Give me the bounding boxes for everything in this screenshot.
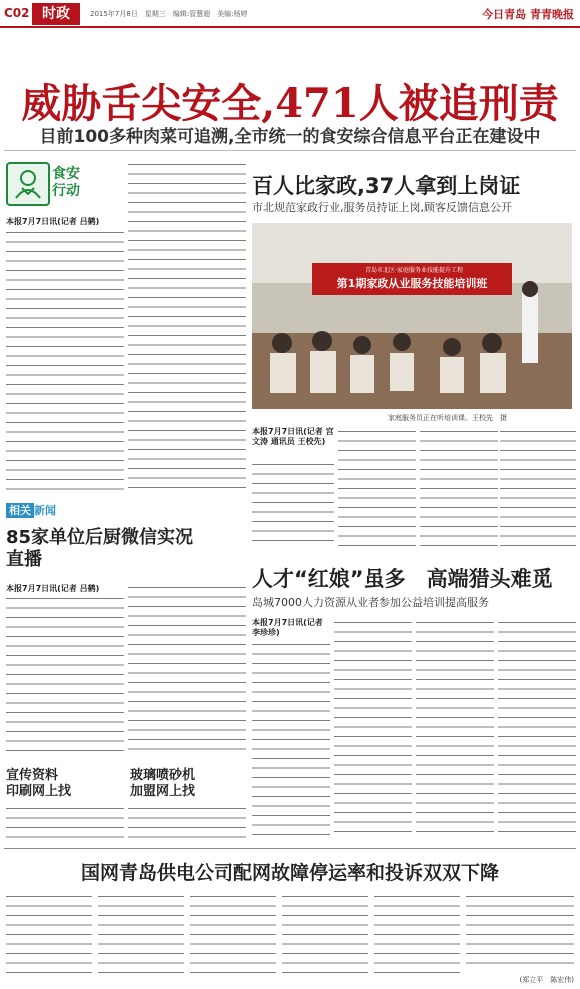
page-header [0, 0, 580, 30]
talent-dateline: 本报7月7日讯(记者 李珍珍) [252, 618, 323, 637]
banner-text: 第1期家政从业服务技能培训班 [336, 277, 488, 290]
page-number: C02 [4, 6, 30, 20]
lead-dateline: 本报7月7日讯(记者 吕鹤) [6, 217, 100, 226]
divider [4, 150, 576, 151]
lead-body-col1 [6, 228, 124, 490]
related-body-col1 [6, 594, 124, 758]
related-tag-b: 新闻 [34, 504, 56, 517]
banner-small-text: 青岛市北区·家庭服务业技能提升工程 [365, 267, 463, 274]
training-photo [252, 223, 572, 409]
talent-headline: 人才“红娘”虽多 高端猎头难觅 [252, 567, 553, 591]
related-tag-a: 相关 [6, 503, 34, 518]
bottom-author: (郑立平 陈宏伟) [519, 976, 574, 984]
lead-body-col2 [128, 160, 246, 490]
talent-body-col1 [252, 640, 330, 840]
talent-subhead: 岛城7000人力资源从业者参加公益培训提高服务 [252, 596, 489, 609]
brief-headline-1: 宣传资料 印刷网上找 [6, 768, 72, 799]
bottom-body-col6 [466, 892, 574, 972]
issue-meta: 2015年7月8日 星期三 编辑:管慧超 美编:杨婷 [90, 10, 248, 18]
food-safety-icon [6, 162, 50, 206]
lead-headline: 威胁舌尖安全,471人被追刑责 [21, 80, 559, 127]
food-safety-label: 食安 行动 [52, 166, 80, 199]
related-news-tag [6, 502, 56, 518]
divider [4, 848, 576, 849]
related-headline: 85家单位后厨微信实况直播 [6, 527, 194, 570]
bottom-headline: 国网青岛供电公司配网故障停运率和投诉双双下降 [80, 862, 499, 884]
jobs-headline: 百人比家政,37人拿到上岗证 [252, 174, 521, 198]
jobs-subhead: 市北规范家政行业,服务员持证上岗,顾客反馈信息公开 [252, 201, 512, 214]
brief-body-2 [128, 804, 246, 840]
lead-subhead: 目前100多种肉菜可追溯,全市统一的食安综合信息平台正在建设中 [39, 127, 541, 147]
bottom-body-col5 [374, 892, 460, 976]
bottom-body-col3 [190, 892, 276, 976]
jobs-dateline: 本报7月7日讯(记者 宫文涛 通讯员 王校先) [252, 427, 334, 446]
jobs-body-col2 [338, 427, 416, 548]
section-label: 时政 [32, 3, 80, 25]
jobs-body-col4 [500, 427, 576, 548]
newspaper-brand: 今日青岛 青青晚报 [482, 8, 574, 21]
bottom-body-col1 [6, 892, 92, 976]
header-rule [0, 26, 580, 28]
brief-body-1 [6, 804, 124, 840]
brief-headline-2: 玻璃喷砂机 加盟网上找 [130, 768, 196, 799]
bottom-body-col2 [98, 892, 184, 976]
food-safety-logo [6, 162, 110, 206]
jobs-body-col1 [252, 460, 334, 548]
jobs-body-col3 [420, 427, 498, 548]
talent-body-col2 [334, 618, 412, 840]
talent-body-col3 [416, 618, 494, 840]
talent-body-col4 [498, 618, 576, 840]
photo-caption: 家庭服务员正在听培训课。王校先 摄 [388, 414, 507, 422]
bottom-body-col4 [282, 892, 368, 976]
related-body-col2 [128, 583, 246, 758]
related-dateline: 本报7月7日讯(记者 吕鹤) [6, 584, 100, 593]
